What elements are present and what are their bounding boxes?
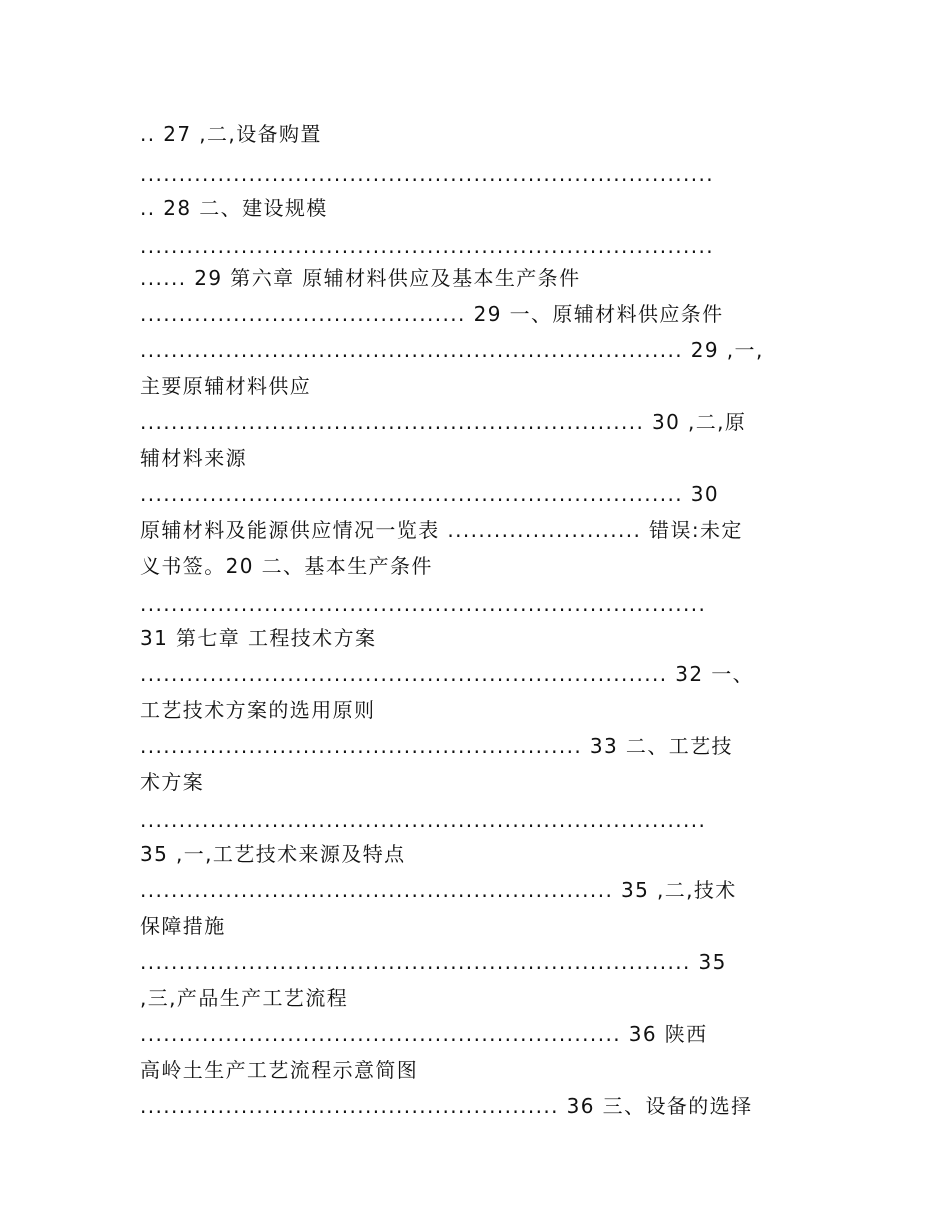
toc-line: ............................................................. 35 ,二,技术 bbox=[140, 878, 737, 902]
toc-line: .......................................... 29 一、原辅材料供应条件 bbox=[140, 302, 724, 326]
toc-line: .......................................................................... bbox=[140, 234, 715, 258]
toc-line: 义书签。20 二、基本生产条件 bbox=[140, 554, 433, 578]
toc-line: 主要原辅材料供应 bbox=[140, 374, 312, 398]
toc-line: 31 第七章 工程技术方案 bbox=[140, 626, 377, 650]
toc-line: .................................................................... 32 一、 bbox=[140, 662, 755, 686]
toc-line: 辅材料来源 bbox=[140, 446, 247, 470]
toc-line: ......................................................................... bbox=[140, 808, 707, 832]
toc-line: ...................................................................... 30 bbox=[140, 482, 720, 506]
toc-line: .......................................................................... bbox=[140, 162, 715, 186]
toc-line: ....................................................................... 35 bbox=[140, 950, 727, 974]
toc-line: .. 27 ,二,设备购置 bbox=[140, 122, 322, 146]
toc-line: .............................................................. 36 陕西 bbox=[140, 1022, 708, 1046]
toc-line: 保障措施 bbox=[140, 914, 226, 938]
toc-line: ...... 29 第六章 原辅材料供应及基本生产条件 bbox=[140, 266, 581, 290]
toc-line: ...................................................... 36 三、设备的选择 bbox=[140, 1094, 753, 1118]
toc-line: 工艺技术方案的选用原则 bbox=[140, 698, 376, 722]
toc-line: ......................................................... 33 二、工艺技 bbox=[140, 734, 733, 758]
toc-line: ................................................................. 30 ,二,原 bbox=[140, 410, 747, 434]
toc-line: 原辅材料及能源供应情况一览表 ......................... 错误:未定 bbox=[140, 518, 743, 542]
toc-line: ,三,产品生产工艺流程 bbox=[140, 986, 349, 1010]
toc-line: ...................................................................... 29 ,一, bbox=[140, 338, 764, 362]
toc-line: 高岭土生产工艺流程示意简图 bbox=[140, 1058, 419, 1082]
toc-line: ......................................................................... bbox=[140, 592, 707, 616]
toc-line: .. 28 二、建设规模 bbox=[140, 196, 328, 220]
toc-line: 术方案 bbox=[140, 770, 205, 794]
toc-line: 35 ,一,工艺技术来源及特点 bbox=[140, 842, 406, 866]
